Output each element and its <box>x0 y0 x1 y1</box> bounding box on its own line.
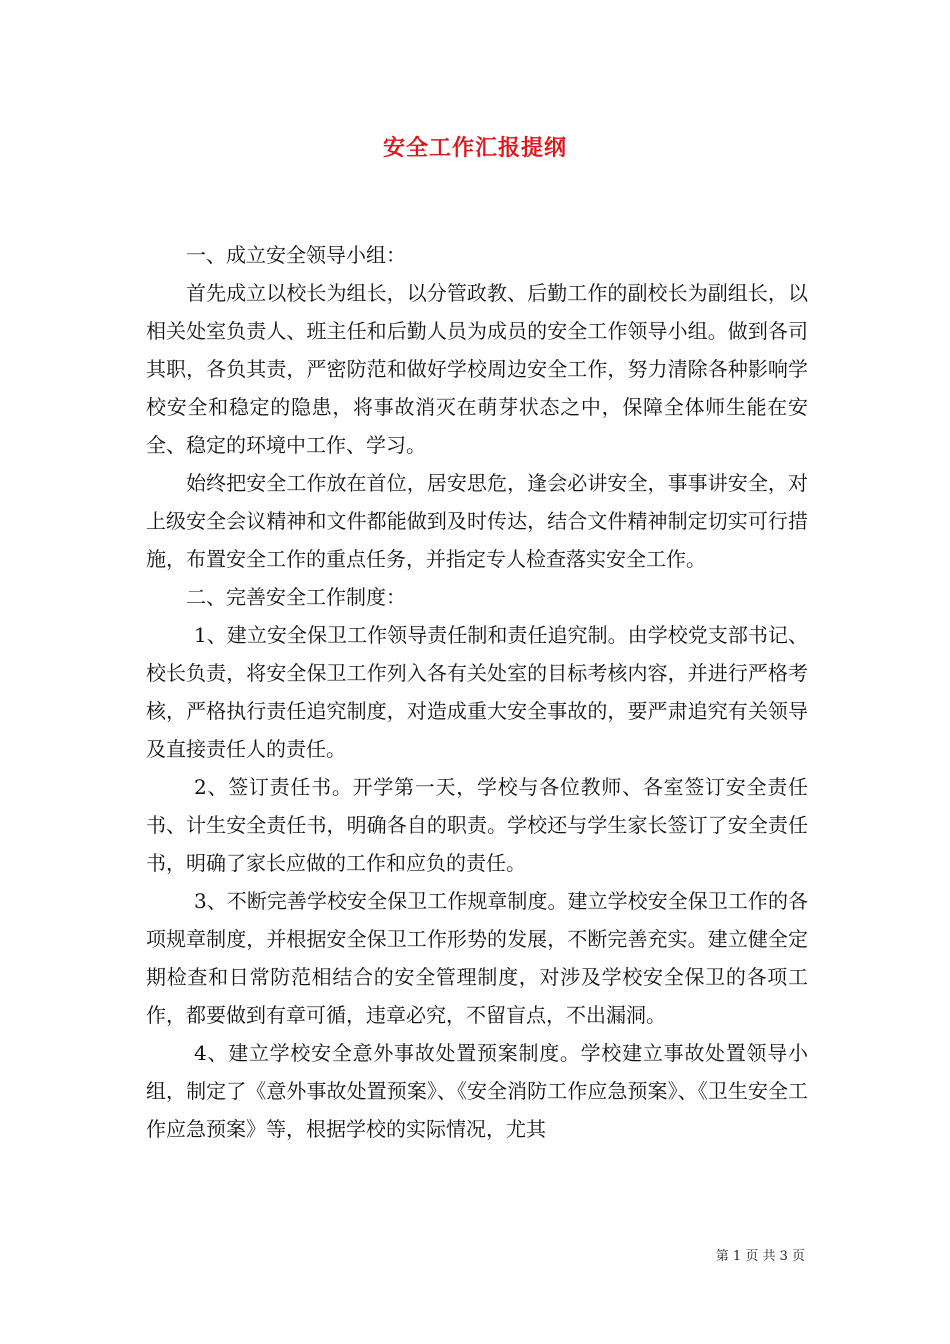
document-body <box>146 236 808 1148</box>
list-item: 4、建立学校安全意外事故处置预案制度。学校建立事故处置领导小组，制定了《意外事故处置预案》、《安全消防工作应急预案》、《卫生安全工作应急预案》等，根据学校的实际情况，尤其 <box>146 1041 808 1141</box>
list-item: 3、不断完善学校安全保卫工作规章制度。建立学校安全保卫工作的各项规章制度，并根据安全保卫工作形势的发展，不断完善充实。建立健全定期检查和日常防范相结合的安全管理制度，对涉及学校安全保卫的各项工作，都要做到有章可循，违章必究，不留盲点，不出漏洞。 <box>146 889 808 1027</box>
page-number: 第 1 页 共 3 页 <box>715 1249 805 1264</box>
paragraph: 始终把安全工作放在首位，居安思危，逢会必讲安全，事事讲安全，对上级安全会议精神和文件都能做到及时传达，结合文件精神制定切实可行措施，布置安全工作的重点任务，并指定专人检查落实安全工作。 <box>146 471 808 571</box>
list-item: 2、签订责任书。开学第一天，学校与各位教师、各室签订安全责任书、计生安全责任书，明确各自的职责。学校还与学生家长签订了安全责任书，明确了家长应做的工作和应负的责任。 <box>146 775 808 875</box>
section-heading-1: 一、成立安全领导小组： <box>186 243 406 267</box>
document-title: 安全工作汇报提纲 <box>382 135 567 161</box>
paragraph: 首先成立以校长为组长，以分管政教、后勤工作的副校长为副组长，以相关处室负责人、班主任和后勤人员为成员的安全工作领导小组。做到各司其职，各负其责，严密防范和做好学校周边安全工作，努力清除各种影响学校安全和稳定的隐患，将事故消灭在萌芽状态之中，保障全体师生能在安全、稳定的环境中工作、学习。 <box>146 281 808 457</box>
list-item: 1、建立安全保卫工作领导责任制和责任追究制。由学校党支部书记、校长负责，将安全保卫工作列入各有关处室的目标考核内容，并进行严格考核，严格执行责任追究制度，对造成重大安全事故的，要严肃追究有关领导及直接责任人的责任。 <box>146 623 808 761</box>
section-heading-2: 二、完善安全工作制度： <box>186 585 406 609</box>
